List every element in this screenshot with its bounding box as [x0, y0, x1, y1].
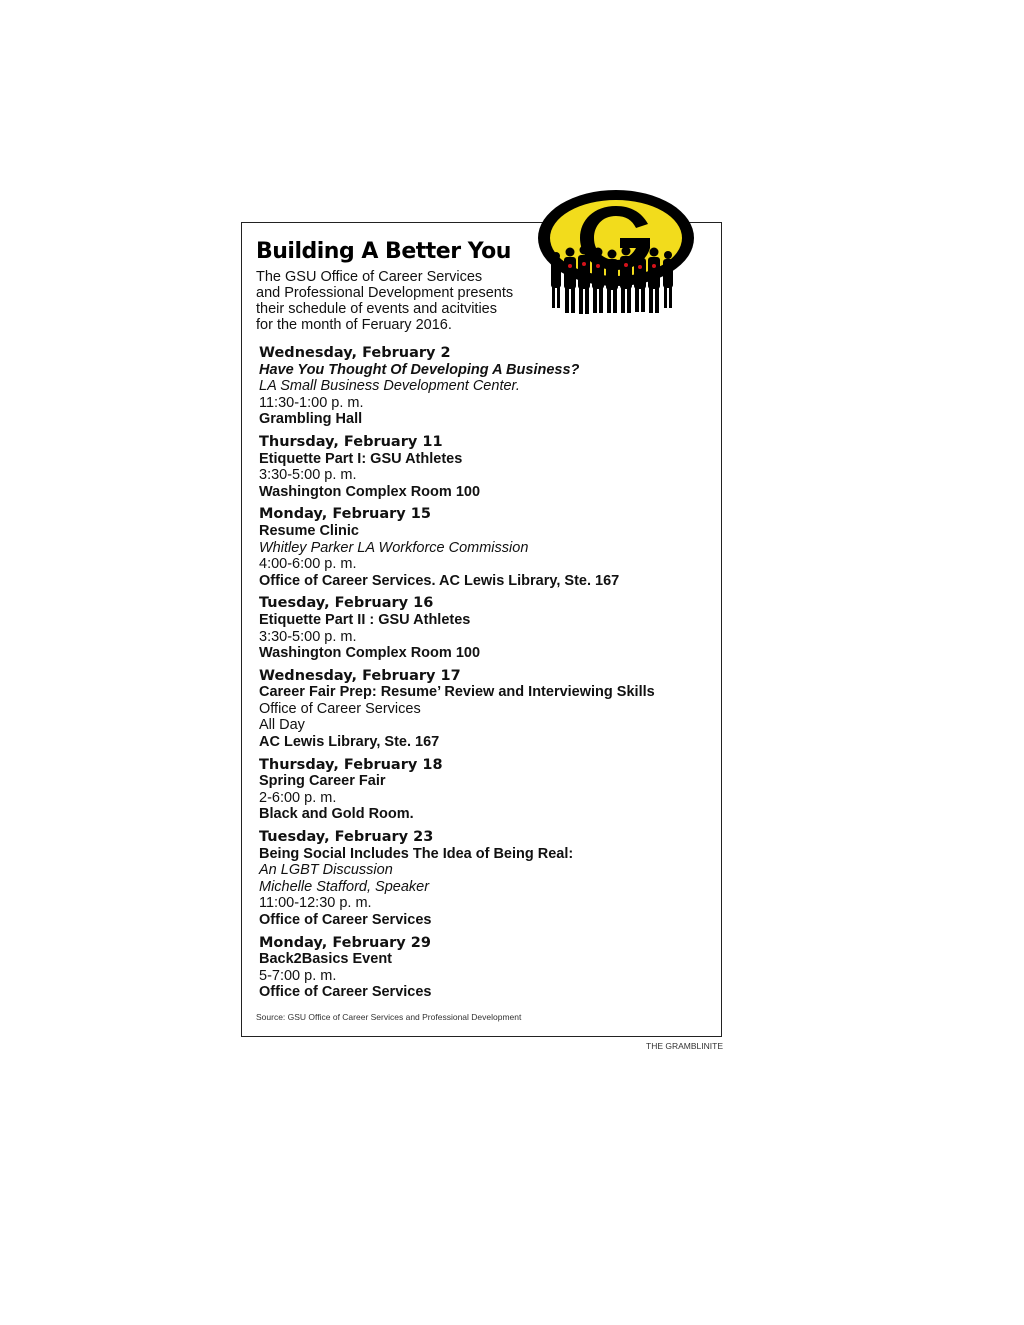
event-line: Have You Thought Of Developing A Business? — [259, 361, 580, 378]
event-line: Etiquette Part II : GSU Athletes — [259, 611, 471, 628]
event-line: Resume Clinic — [259, 522, 359, 539]
event-item — [259, 757, 709, 823]
intro-line: for the month of Feruary 2016. — [256, 317, 452, 333]
event-item — [259, 829, 709, 929]
event-date: Tuesday, February 16 — [259, 595, 434, 612]
event-line: Washington Complex Room 100 — [259, 483, 481, 500]
event-line: Grambling Hall — [259, 411, 363, 428]
page-title: Building A Better You — [256, 239, 511, 264]
event-list — [259, 345, 709, 1007]
event-line: 11:00-12:30 p. m. — [259, 895, 372, 912]
event-line: Spring Career Fair — [259, 773, 386, 790]
intro-line: and Professional Development presents — [256, 285, 514, 301]
event-date: Thursday, February 11 — [259, 433, 443, 450]
event-line: 2-6:00 p. m. — [259, 789, 337, 806]
publication-credit: THE GRAMBLINITE — [646, 1041, 723, 1051]
source-note: Source: GSU Office of Career Services and Professional Development — [256, 1012, 522, 1022]
event-line: Washington Complex Room 100 — [259, 645, 481, 662]
event-line: 3:30-5:00 p. m. — [259, 628, 357, 645]
event-line: 11:30-1:00 p. m. — [259, 394, 364, 411]
event-line: Black and Gold Room. — [259, 806, 414, 823]
event-line: Etiquette Part I: GSU Athletes — [259, 450, 463, 467]
event-item — [259, 668, 709, 751]
gsu-g-logo-icon — [536, 188, 696, 316]
intro-line: The GSU Office of Career Services — [256, 269, 483, 285]
event-line: 4:00-6:00 p. m. — [259, 556, 357, 573]
intro-text — [256, 269, 546, 333]
event-line: 5-7:00 p. m. — [259, 967, 337, 984]
event-date: Wednesday, February 17 — [259, 667, 461, 684]
event-line: An LGBT Discussion — [259, 862, 393, 879]
event-item — [259, 345, 709, 428]
event-line: Office of Career Services. AC Lewis Library, Ste. 167 — [259, 572, 620, 589]
event-item — [259, 506, 709, 589]
event-item — [259, 434, 709, 500]
event-line: Michelle Stafford, Speaker — [259, 878, 430, 895]
event-line: All Day — [259, 717, 305, 734]
event-line: Back2Basics Event — [259, 951, 392, 968]
event-line: Whitley Parker LA Workforce Commission — [259, 539, 529, 556]
event-date: Thursday, February 18 — [259, 756, 443, 773]
event-line: 3:30-5:00 p. m. — [259, 467, 357, 484]
event-item — [259, 595, 709, 661]
event-line: Office of Career Services — [259, 700, 421, 717]
event-date: Monday, February 29 — [259, 934, 431, 951]
event-line: LA Small Business Development Center. — [259, 378, 520, 395]
event-date: Wednesday, February 2 — [259, 345, 451, 361]
event-date: Tuesday, February 23 — [259, 829, 434, 846]
event-line: Office of Career Services — [259, 984, 432, 1001]
intro-line: their schedule of events and acitvities — [256, 301, 497, 317]
event-line: Office of Career Services — [259, 912, 432, 928]
event-line: Being Social Includes The Idea of Being Real: — [259, 845, 574, 862]
event-date: Monday, February 15 — [259, 506, 431, 523]
event-line: Career Fair Prep: Resume’ Review and Interviewing Skills — [259, 684, 655, 701]
event-item — [259, 935, 709, 1001]
event-line: AC Lewis Library, Ste. 167 — [259, 734, 440, 751]
